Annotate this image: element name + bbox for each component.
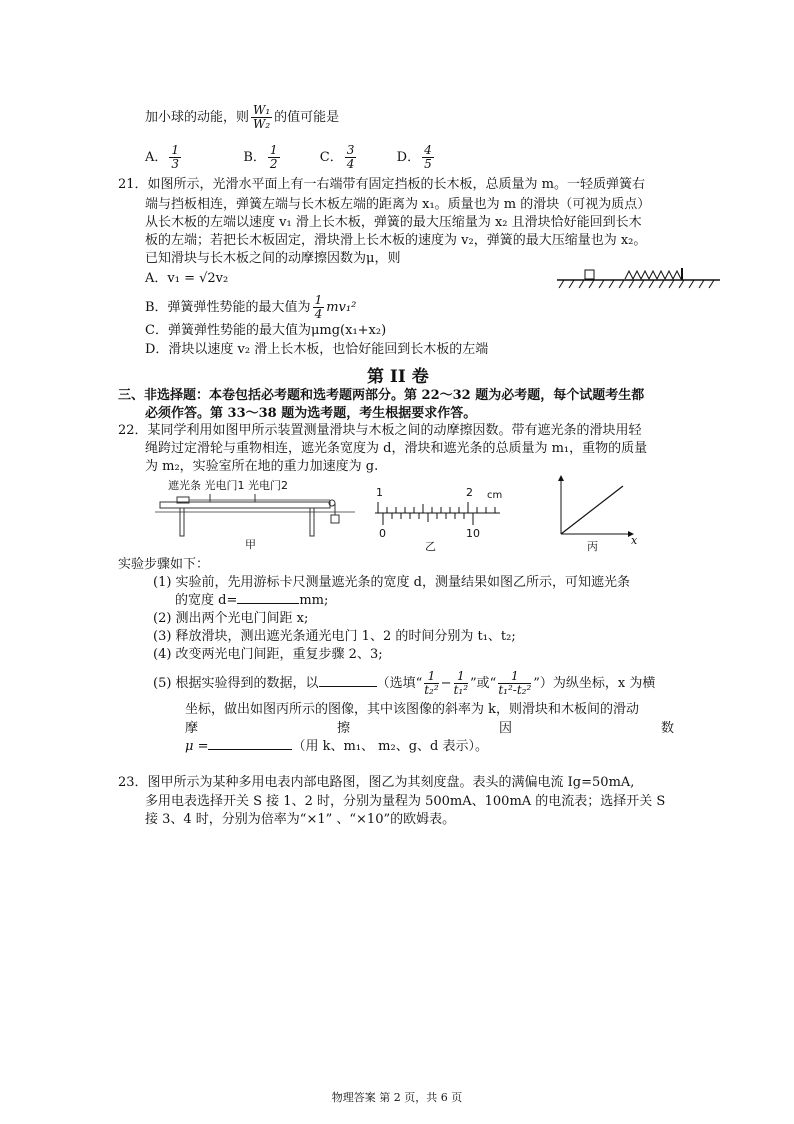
q21-line-1: 21．如图所示，光滑水平面上有一右端带有固定挡板的长木板，总质量为 m。一轻质弹簧右 xyxy=(118,177,646,192)
step-5 xyxy=(153,670,655,697)
w-num: W₁ xyxy=(253,103,271,117)
step-5c-char-2: 擦 xyxy=(337,721,351,736)
den: 4 xyxy=(314,307,323,321)
weight xyxy=(331,515,339,523)
opt-label: B． xyxy=(243,150,266,165)
den: 2 xyxy=(269,157,278,171)
num: 4 xyxy=(424,143,432,157)
step-5d xyxy=(185,738,488,756)
fig-jia-apparatus xyxy=(155,490,355,540)
step-5-or: ”或“ xyxy=(470,676,497,691)
step-5-end: ”）为纵坐标，x 为横 xyxy=(533,676,656,691)
q21-line-4: 板的左端；若把长木板固定，滑块滑上长木板的速度为 v₂，弹簧的最大压缩量也为 x₂。 xyxy=(145,233,647,248)
ground-hatch xyxy=(559,280,714,288)
q21-board-figure xyxy=(555,268,725,294)
q21-option-c: C．弹簧弹性势能的最大值为μmg(x₁+x₂) xyxy=(145,323,387,338)
step-5b: 坐标，做出如图丙所示的图像，其中该图像的斜率为 k，则滑块和木板间的滑动 xyxy=(185,702,640,717)
q20-stem-b: 的值可能是 xyxy=(274,110,340,125)
main-scale-ticks xyxy=(378,502,495,513)
q20-option-d xyxy=(396,143,436,171)
q20-stem xyxy=(145,104,339,131)
q21-option-b xyxy=(145,294,356,321)
fig-yi-bottom-0: 0 xyxy=(379,527,386,540)
opt-b-frac xyxy=(313,294,325,321)
step-5c-char-3: 因 xyxy=(499,721,513,736)
num: 1 xyxy=(171,143,180,157)
den: t₁²-t₂² xyxy=(498,683,532,697)
axis-choice-blank[interactable] xyxy=(319,686,377,687)
step-5-select: （选填“ xyxy=(376,676,423,691)
w-den: W₂ xyxy=(253,117,271,131)
minus-sign: − xyxy=(440,676,452,691)
fig-bing-caption: 丙 xyxy=(587,540,598,553)
q21-option-a: A．v₁ = √2v₂ xyxy=(145,271,229,286)
opt-frac xyxy=(268,144,280,171)
opt-label: A． xyxy=(145,150,168,165)
steps-title: 实验步骤如下： xyxy=(118,557,210,572)
step-4: (4) 改变两光电门间距，重复步骤 2、3; xyxy=(153,647,383,662)
num: 1 xyxy=(454,670,468,684)
part3-line-1: 三、非选择题：本卷包括必考题和选考题两部分。第 22～32 题为必考题，每个试题考生都 xyxy=(118,388,645,403)
fig-bing-x-label: x xyxy=(631,534,638,547)
num: 1 xyxy=(498,670,531,684)
width-answer-blank[interactable] xyxy=(237,603,299,604)
q20-options xyxy=(145,144,436,171)
q21-line-2: 端与挡板相连，弹簧左端与长木板左端的距离为 x₁。质量也为 m 的滑块（可视为质点） xyxy=(145,197,651,212)
fig-yi-caption: 乙 xyxy=(425,540,436,553)
y-arrow xyxy=(558,475,564,481)
opt-label: D． xyxy=(396,150,421,165)
q21-option-d: D．滑块以速度 v₂ 滑上长木板，也恰好能回到长木板的左端 xyxy=(145,342,489,357)
step-5c-char-4: 数 xyxy=(661,721,675,736)
step-5d-post: （用 k、m₁、 m₂、g、d 表示）。 xyxy=(292,739,488,754)
section-title: 第 II 卷 xyxy=(367,367,429,387)
q22-line-3: 为 m₂，实验室所在地的重力加速度为 g. xyxy=(145,459,379,474)
q23-line-3: 接 3、4 时，分别为倍率为“×1” 、“×10”的欧姆表。 xyxy=(145,812,456,827)
den: 5 xyxy=(424,157,432,171)
fig-yi-bottom-10: 10 xyxy=(466,527,480,540)
q22-line-2: 绳跨过定滑轮与重物相连，遮光条宽度为 d，滑块和遮光条的总质量为 m₁，重物的质量 xyxy=(145,441,648,456)
fig-bing-graph xyxy=(555,474,640,542)
num: 3 xyxy=(346,143,355,157)
opt-frac xyxy=(422,144,434,171)
frac-1 xyxy=(424,670,438,697)
mu-answer-blank[interactable] xyxy=(208,749,292,750)
step-3: (3) 释放滑块，测出遮光条通光电门 1、2 的时间分别为 t₁、t₂; xyxy=(153,629,516,644)
linear-line xyxy=(561,486,623,534)
opt-frac xyxy=(345,144,357,171)
fig-yi-unit: cm xyxy=(487,490,503,501)
q23-line-2: 多用电表选择开关 S 接 1、2 时，分别为量程为 500mA、100mA 的电流表；选择开关 S xyxy=(145,794,666,809)
q20-w-ratio xyxy=(251,104,272,131)
step-2: (2) 测出两个光电门间距 x; xyxy=(153,611,309,626)
step-1a: (1) 实验前，先用游标卡尺测量遮光条的宽度 d，测量结果如图乙所示，可知遮光条 xyxy=(153,575,631,590)
q21-line-3: 从长木板的左端以速度 v₁ 滑上长木板，弹簧的最大压缩量为 x₂ 且滑块恰好能回到长木 xyxy=(145,215,642,230)
den: t₂² xyxy=(424,683,439,697)
q21-line-5: 已知滑块与长木板之间的动摩擦因数为μ，则 xyxy=(145,251,401,266)
q23-line-1: 23．图甲所示为某种多用电表内部电路图，图乙为其刻度盘。表头的满偏电流 Ig=50mA, xyxy=(118,775,635,790)
frac-2 xyxy=(454,670,468,697)
opt-b-post: mv₁² xyxy=(326,300,357,315)
den: t₁² xyxy=(453,683,469,697)
fig-yi-vernier xyxy=(370,500,505,530)
step-1b-pre: 的宽度 d= xyxy=(175,593,238,608)
q22-line-1: 22．某同学利用如图甲所示装置测量滑块与木板之间的动摩擦因数。带有遮光条的滑块用轻 xyxy=(118,423,642,438)
step-1b-post: mm; xyxy=(299,593,329,608)
vernier-scale-ticks xyxy=(383,513,473,525)
num: 1 xyxy=(314,293,323,307)
opt-frac xyxy=(169,144,181,171)
q20-option-c xyxy=(319,143,359,171)
step-5c-char-1: 摩 xyxy=(185,721,199,736)
part3-line-2: 必须作答。第 33～38 题为选考题，考生根据要求作答。 xyxy=(145,406,477,421)
opt-b-pre: B．弹簧弹性势能的最大值为 xyxy=(145,300,311,315)
step-1b xyxy=(175,592,328,610)
opt-label: C． xyxy=(319,150,343,165)
fig-yi-top-2: 2 xyxy=(466,486,473,499)
page-footer: 物理答案 第 2 页，共 6 页 xyxy=(331,1091,463,1104)
q20-stem-a: 加小球的动能，则 xyxy=(145,110,250,125)
den: 3 xyxy=(171,157,180,171)
step-5-pre: (5) 根据实验得到的数据，以 xyxy=(153,676,319,691)
den: 4 xyxy=(346,157,355,171)
fig-yi-top-1: 1 xyxy=(376,486,383,499)
num: 1 xyxy=(269,143,278,157)
spring xyxy=(625,271,681,279)
fig-jia-caption: 甲 xyxy=(245,538,256,551)
q20-option-a xyxy=(145,143,183,171)
fig-jia-label: 遮光条 光电门1 光电门2 xyxy=(168,479,288,492)
slider-block xyxy=(585,270,594,279)
frac-3 xyxy=(498,670,531,697)
num: 1 xyxy=(424,670,438,684)
q20-option-b xyxy=(243,143,281,171)
mu-label: μ = xyxy=(185,739,209,754)
